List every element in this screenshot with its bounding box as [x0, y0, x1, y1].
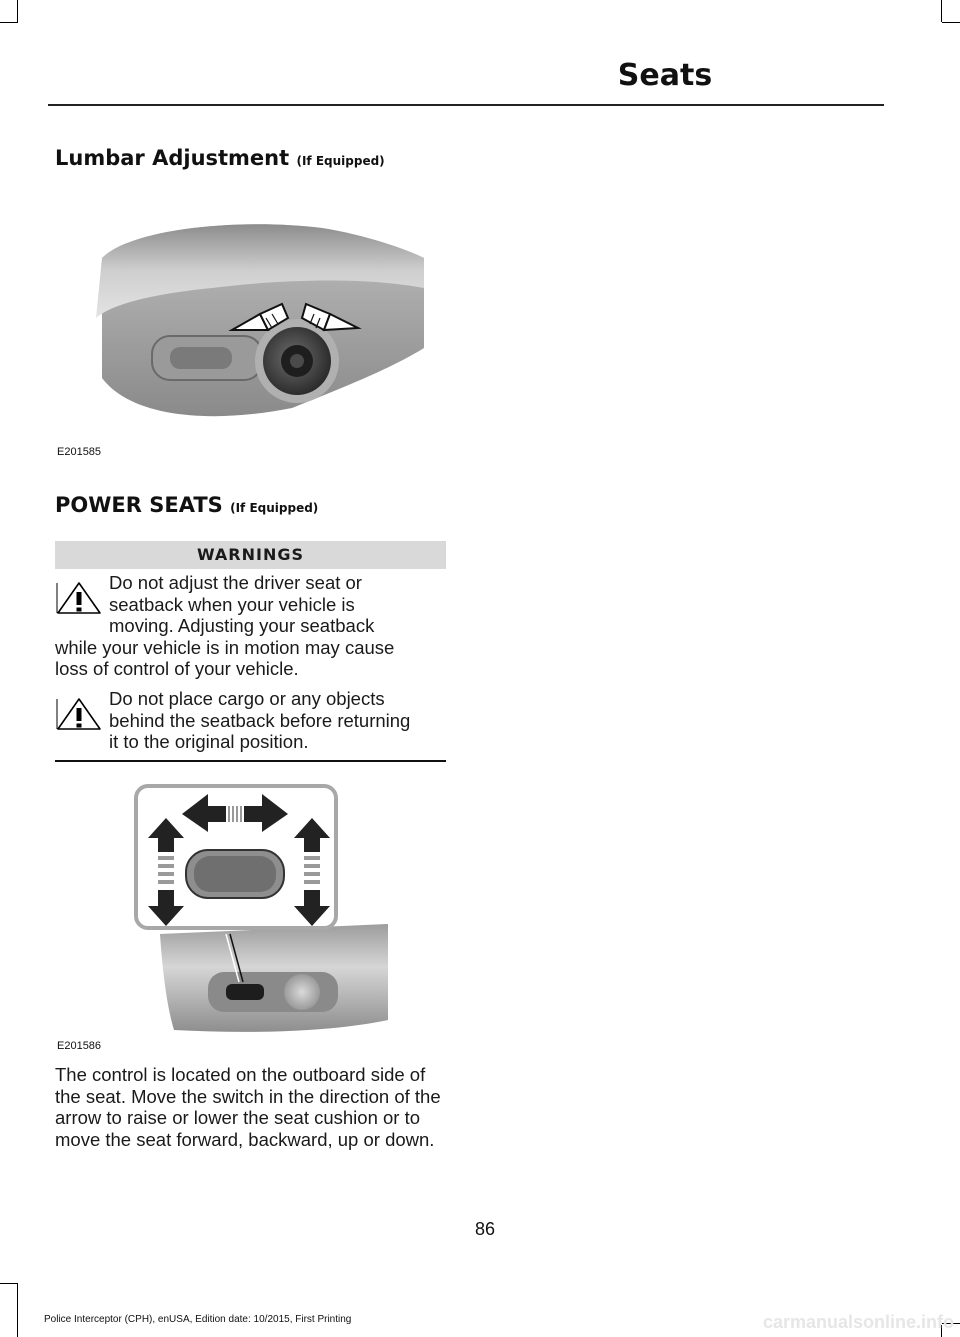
- lumbar-heading-suffix: (If Equipped): [296, 154, 385, 168]
- crop-mark: [941, 0, 942, 22]
- power-seats-heading-suffix: (If Equipped): [230, 501, 319, 515]
- warning-1-line: loss of control of your vehicle.: [55, 658, 299, 679]
- warning-1-line: while your vehicle is in motion may cause: [55, 636, 395, 658]
- crop-mark: [17, 0, 18, 22]
- page-title: Seats: [617, 58, 713, 93]
- warnings-rule: [55, 760, 446, 762]
- warning-1-line: seatback when your vehicle is: [109, 593, 355, 615]
- warning-1-line: Do not adjust the driver seat or: [109, 572, 362, 593]
- figure-code-power-seat: E201586: [57, 1040, 102, 1052]
- power-seats-heading-text: POWER SEATS: [55, 493, 223, 517]
- page-number: [0, 1219, 960, 1240]
- lumbar-figure: [92, 218, 424, 424]
- lumbar-heading: [55, 146, 446, 170]
- crop-mark: [0, 1283, 18, 1284]
- warning-2-line: Do not place cargo or any objects: [109, 688, 385, 709]
- page-header: [0, 58, 960, 93]
- crop-mark: [942, 22, 960, 23]
- footer-text: Police Interceptor (CPH), enUSA, Edition date: 10/2015, First Printing: [44, 1314, 352, 1325]
- body-text: The control is located on the outboard side of the seat. Move the switch in the direction of the arrow to raise or lower the seat cushion or to move the seat forward, backward, up or down.: [55, 1064, 441, 1150]
- power-seat-figure: [130, 784, 390, 1036]
- watermark-text: carmanualsonline.info: [762, 1312, 954, 1332]
- header-rule: [48, 104, 884, 106]
- lumbar-heading-text: Lumbar Adjustment: [55, 146, 290, 170]
- warning-2-line: it to the original position.: [109, 731, 309, 752]
- crop-mark: [0, 22, 18, 23]
- warnings-title: WARNINGS: [55, 541, 446, 569]
- warning-1: [55, 572, 450, 680]
- power-seats-heading: [55, 493, 446, 517]
- warning-2-line: behind the seatback before returning: [109, 709, 411, 731]
- warning-2: [55, 688, 450, 753]
- page-number-text: 86: [474, 1219, 496, 1239]
- crop-mark: [17, 1283, 18, 1337]
- warning-1-line: moving. Adjusting your seatback: [109, 615, 375, 636]
- figure-code-lumbar: E201585: [57, 446, 102, 458]
